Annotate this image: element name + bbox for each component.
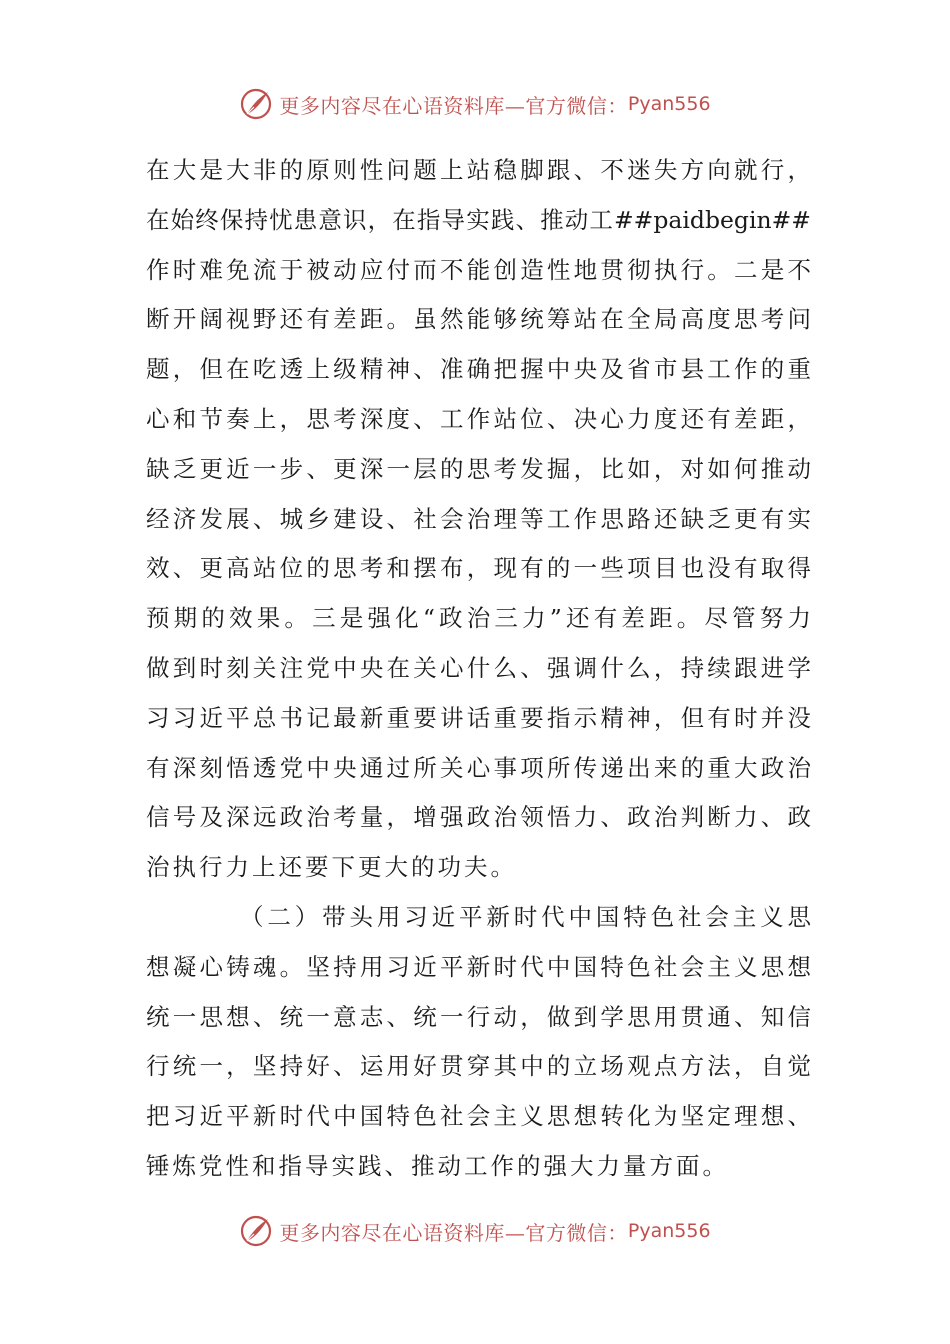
body-line: 信号及深远政治考量，增强政治领悟力、政治判断力、政	[146, 803, 811, 832]
footer-watermark	[0, 1211, 950, 1251]
body-line: 习习近平总书记最新重要讲话重要指示精神，但有时并没	[146, 703, 811, 732]
body-line: 心和节奏上，思考深度、工作站位、决心力度还有差距，	[146, 404, 811, 433]
watermark-text: 更多内容尽在心语资料库—官方微信：	[279, 1220, 628, 1245]
body-line: 作时难免流于被动应付而不能创造性地贯彻执行。二是不	[146, 255, 811, 284]
body-line: 题，但在吃透上级精神、准确把握中央及省市县工作的重	[146, 355, 811, 384]
body-line: 经济发展、城乡建设、社会治理等工作思路还缺乏更有实	[146, 504, 811, 533]
quill-pen-icon	[239, 1214, 273, 1248]
body-line: 缺乏更近一步、更深一层的思考发掘，比如，对如何推动	[146, 454, 811, 483]
body-line: 有深刻悟透党中央通过所关心事项所传递出来的重大政治	[146, 753, 811, 782]
body-line: 在始终保持忧患意识，在指导实践、推动工##paidbegin##	[146, 205, 811, 234]
body-line: 把习近平新时代中国特色社会主义思想转化为坚定理想、	[146, 1102, 811, 1131]
body-line: 效、更高站位的思考和摆布，现有的一些项目也没有取得	[146, 554, 811, 583]
section-heading-line: （二）带头用习近平新时代中国特色社会主义思	[240, 902, 811, 931]
body-line: 断开阔视野还有差距。虽然能够统筹站在全局高度思考问	[146, 305, 811, 334]
document-body	[146, 146, 811, 1192]
watermark-wechat-id: Pyan556	[627, 1220, 711, 1242]
body-line: 治执行力上还要下更大的功夫。	[146, 853, 517, 882]
header-watermark	[0, 84, 950, 124]
body-line: 锤炼党性和指导实践、推动工作的强大力量方面。	[146, 1151, 729, 1180]
body-line: 行统一，坚持好、运用好贯穿其中的立场观点方法，自觉	[146, 1052, 811, 1081]
body-line: 预期的效果。三是强化“政治三力”还有差距。尽管努力	[146, 604, 811, 633]
body-line: 做到时刻关注党中央在关心什么、强调什么，持续跟进学	[146, 653, 811, 682]
watermark-text: 更多内容尽在心语资料库—官方微信：	[279, 93, 628, 118]
body-line: 在大是大非的原则性问题上站稳脚跟、不迷失方向就行，	[146, 156, 811, 184]
body-line: 想凝心铸魂。坚持用习近平新时代中国特色社会主义思想	[146, 952, 811, 981]
watermark-wechat-id: Pyan556	[627, 93, 711, 115]
quill-pen-icon	[239, 87, 273, 121]
body-line: 统一思想、统一意志、统一行动，做到学思用贯通、知信	[146, 1002, 811, 1031]
